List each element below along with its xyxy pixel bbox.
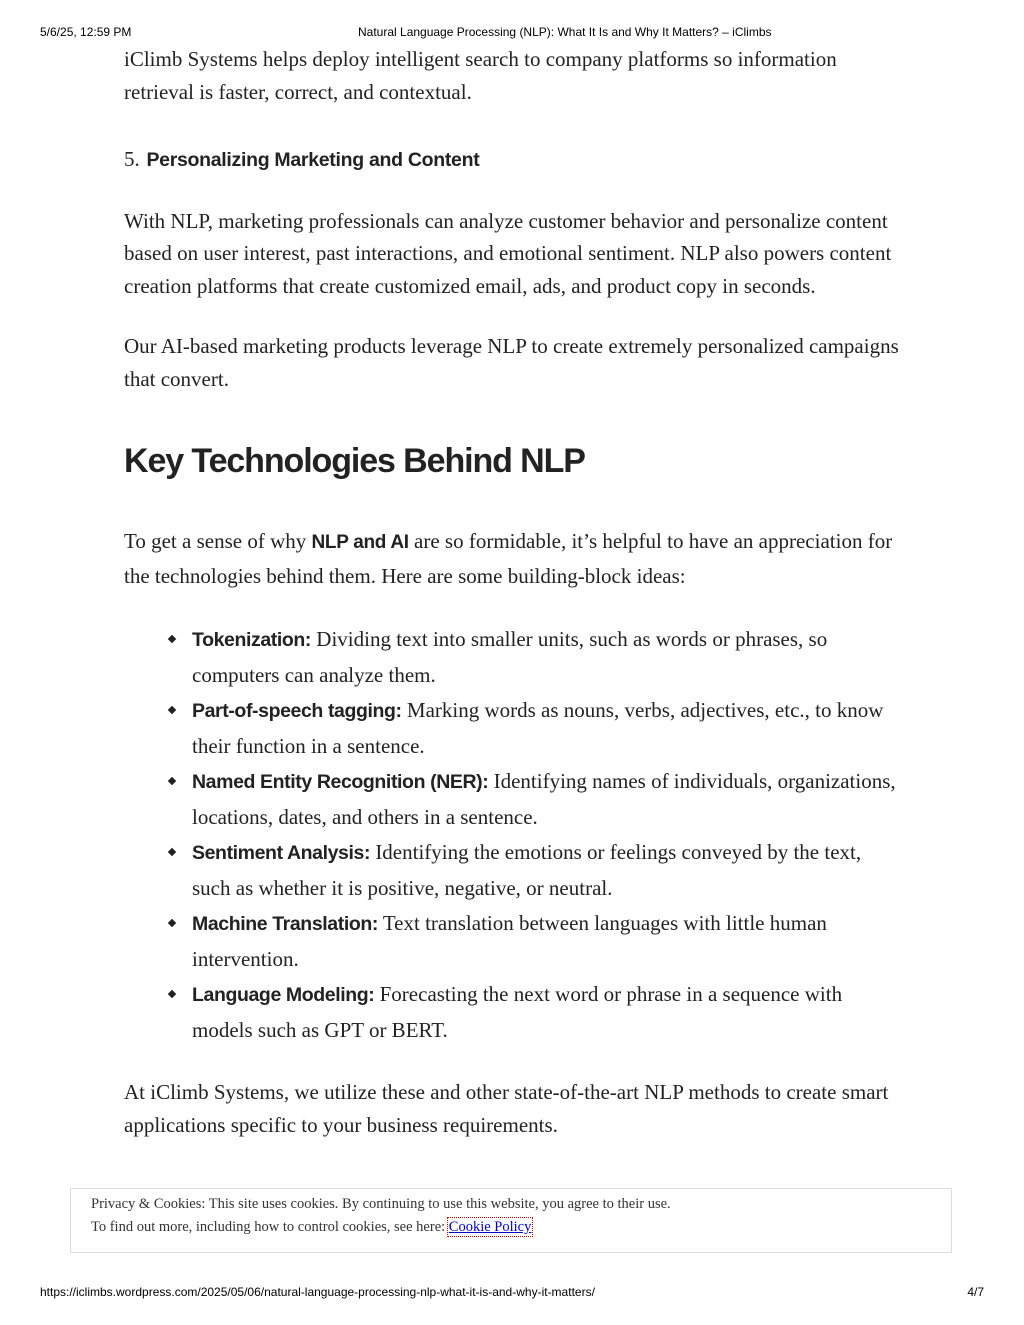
list-item-term: Tokenization:: [192, 629, 312, 651]
closing-paragraph: At iClimb Systems, we utilize these and other state-of-the-art NLP methods to create smart applications specific to your business requirements.: [124, 1080, 889, 1137]
numbered-item-title: Personalizing Marketing and Content: [146, 149, 480, 171]
list-item-desc: Dividing text into smaller units, such as words or phrases, so computers can analyze them.: [192, 627, 828, 687]
list-item-desc: Marking words as nouns, verbs, adjectives, etc., to know their function in a sentence.: [192, 698, 884, 758]
list-item-desc: Forecasting the next word or phrase in a sequence with models such as GPT or BERT.: [192, 982, 843, 1042]
article-content: [124, 43, 904, 1178]
print-datetime: 5/6/25, 12:59 PM: [40, 25, 132, 39]
list-item: [192, 622, 904, 693]
technology-list: [124, 622, 904, 1048]
list-item-term: Part-of-speech tagging:: [192, 700, 402, 722]
marketing-paragraph-2: Our AI-based marketing products leverage NLP to create extremely personalized campaigns that convert.: [124, 334, 899, 391]
print-header: [40, 25, 984, 41]
bullet-icon: [168, 635, 176, 643]
cookie-banner-more-info: [91, 1219, 531, 1236]
tech-intro-paragraph: [124, 525, 904, 592]
section-heading-key-technologies: Key Technologies Behind NLP: [124, 442, 585, 480]
tech-intro-before: To get a sense of why: [124, 529, 312, 553]
list-item-desc: Text translation between languages with little human intervention.: [192, 911, 827, 971]
print-page-number: 4/7: [967, 1285, 984, 1299]
bullet-icon: [168, 990, 176, 998]
cookie-policy-link[interactable]: Cookie Policy: [448, 1219, 532, 1235]
section-heading-real-world-applications: [124, 1173, 904, 1178]
list-item-term: Machine Translation:: [192, 913, 378, 935]
list-item: [192, 764, 904, 835]
marketing-paragraph-1: With NLP, marketing professionals can analyze customer behavior and personalize content based on user interest, past interactions, and emotional sentiment. NLP also powers content creation platforms that create customized email, ads, and product copy in seconds.: [124, 208, 892, 298]
list-item-desc: Identifying names of individuals, organizations, locations, dates, and others in a sentence.: [192, 769, 896, 829]
cookie-banner-more-info-text: To find out more, including how to control cookies, see here:: [91, 1219, 449, 1235]
bullet-icon: [168, 919, 176, 927]
list-item: [192, 835, 904, 906]
list-item-desc: Identifying the emotions or feelings conveyed by the text, such as whether it is positive, negative, or neutral.: [192, 840, 862, 900]
list-item: [192, 693, 904, 764]
bullet-icon: [168, 777, 176, 785]
print-url: https://iclimbs.wordpress.com/2025/05/06/natural-language-processing-nlp-what-it-is-and-why-it-matters/: [40, 1285, 595, 1299]
list-item: [192, 977, 904, 1048]
list-item-term: Sentiment Analysis:: [192, 842, 371, 864]
tech-intro-bold: NLP and AI: [311, 532, 409, 553]
cookie-banner: [70, 1188, 952, 1253]
intro-paragraph: iClimb Systems helps deploy intelligent search to company platforms so information retrieval is faster, correct, and contextual.: [124, 47, 837, 104]
numbered-item-5: [124, 143, 904, 177]
bullet-icon: [168, 848, 176, 856]
list-item-term: Language Modeling:: [192, 984, 375, 1006]
list-item: [192, 906, 904, 977]
print-footer: [40, 1285, 984, 1301]
list-item-term: Named Entity Recognition (NER):: [192, 771, 489, 793]
print-page-title: Natural Language Processing (NLP): What It Is and Why It Matters? – iClimbs: [358, 25, 772, 39]
bullet-icon: [168, 706, 176, 714]
cookie-banner-notice: Privacy & Cookies: This site uses cookies. By continuing to use this website, you agree to their use.: [91, 1196, 671, 1212]
numbered-item-number: 5.: [124, 147, 140, 171]
tech-intro-after: are so formidable, it’s helpful to have an appreciation for the technologies behind them. Here are some building-block ideas:: [124, 529, 893, 588]
